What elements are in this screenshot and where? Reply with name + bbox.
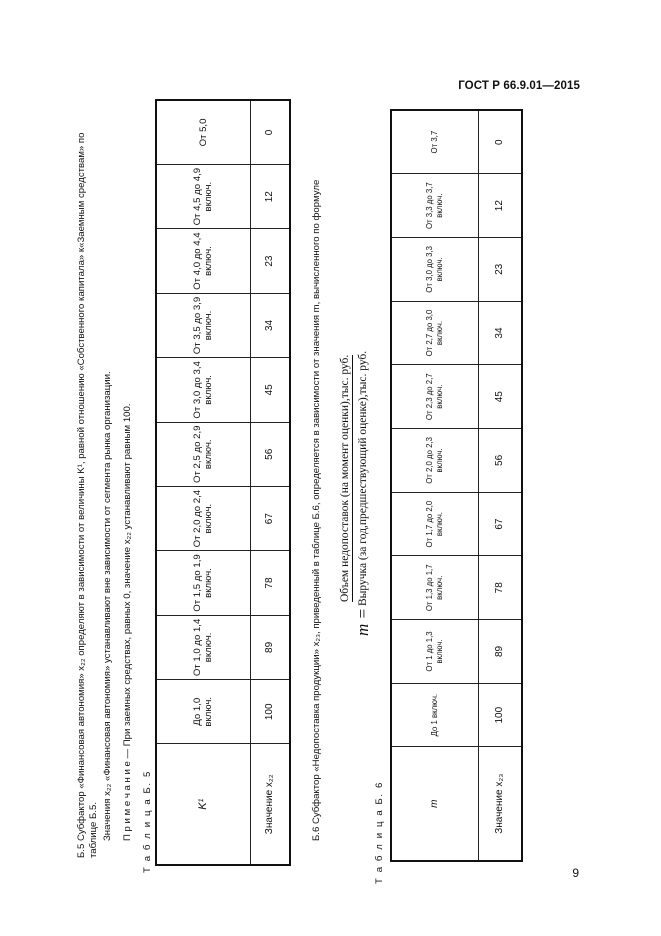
- table-b6-range: От 1,7 до 2,0 включ.: [391, 492, 478, 556]
- table-b6-value: 56: [478, 429, 522, 493]
- table-b5-range: От 2,0 до 2,4 включ.: [156, 486, 250, 550]
- table-b5-range: От 1,5 до 1,9 включ.: [156, 551, 250, 615]
- table-b6-range: От 1,3 до 1,7 включ.: [391, 556, 478, 620]
- table-b5-value: 78: [250, 551, 290, 615]
- table-b6-range: От 2,0 до 2,3 включ.: [391, 429, 478, 493]
- table-b5: [155, 99, 291, 866]
- table-b5-range: От 3,0 до 3,4 включ.: [156, 358, 250, 422]
- table-b6-value: 78: [478, 556, 522, 620]
- table-b6-range: От 2,3 до 2,7 включ.: [391, 365, 478, 429]
- table-b6-range: До 1 включ.: [391, 683, 478, 747]
- table-b6-range-row: [391, 110, 478, 861]
- table-b5-value: 100: [250, 680, 290, 744]
- formula-denominator: Выручка (за год,предшествующий оценке),тыс. руб.: [357, 350, 369, 606]
- table-b6-value-label: Значение x₂₃: [478, 747, 522, 861]
- standard-number: ГОСТ Р 66.9.01—2015: [458, 80, 580, 92]
- table-b5-caption: Т а б л и ц а Б. 5: [142, 770, 153, 873]
- table-b6-value-row: [478, 110, 522, 861]
- table-b5-value: 12: [250, 164, 290, 228]
- table-b5-range: От 5,0: [156, 100, 250, 164]
- para-b6-line1: Б.6 Субфактор «Недопоставка продукции» x₂₃, приведенный в таблице Б.6, определяется в зависимости от значения m, вычисленного по формуле: [311, 179, 322, 841]
- formula-numerator: Объем недопоставок (на момент оценки),тыс. руб.: [339, 354, 351, 602]
- table-b5-range: От 4,5 до 4,9 включ.: [156, 164, 250, 228]
- table-b6-value: 0: [478, 110, 522, 174]
- table-b6-value: 67: [478, 492, 522, 556]
- table-b6-value: 23: [478, 238, 522, 302]
- table-b6-range: От 3,3 до 3,7 включ.: [391, 174, 478, 238]
- para-b5-line1: Б.5 Субфактор «Финансовая автономия» x₂₂ определяют в зависимости от величины K¹, равной отношению «Собственного капитала» к«Заемным средствам» по: [76, 132, 87, 858]
- table-b6-row-label: m: [391, 747, 478, 861]
- table-b6-range: От 1 до 1,3 включ.: [391, 620, 478, 684]
- table-b5-value-label: Значение x₂₂: [250, 744, 290, 865]
- formula: [335, 316, 383, 636]
- table-b5-value: 0: [250, 100, 290, 164]
- para-b5-line3: Значения x₂₂ «Финансовая автономия» устанавливают вне зависимости от сегмента рынка организации.: [102, 371, 113, 841]
- table-b5-value: 56: [250, 422, 290, 486]
- table-b6-caption: Т а б л и ц а Б. 6: [374, 781, 385, 884]
- table-b6: [390, 109, 523, 862]
- table-b6-range: От 3,7: [391, 110, 478, 174]
- table-b5-range: От 2,5 до 2,9 включ.: [156, 422, 250, 486]
- para-b5-note: П р и м е ч а н и е — При заемных средствах, равных 0, значение x₂₂ устанавливают равным 100.: [122, 403, 133, 841]
- table-b6-value: 12: [478, 174, 522, 238]
- table-b5-value: 34: [250, 293, 290, 357]
- table-b5-range-row: [156, 100, 250, 865]
- table-b5-value: 23: [250, 229, 290, 293]
- table-b5-value-row: [250, 100, 290, 865]
- table-b5-range: До 1,0 включ.: [156, 680, 250, 744]
- table-b5-range: От 1,0 до 1,4 включ.: [156, 615, 250, 679]
- table-b6-value: 89: [478, 620, 522, 684]
- table-b5-value: 45: [250, 358, 290, 422]
- table-b6-value: 45: [478, 365, 522, 429]
- table-b6-value: 34: [478, 301, 522, 365]
- table-b5-range: От 3,5 до 3,9 включ.: [156, 293, 250, 357]
- table-b6-range: От 3,0 до 3,3 включ.: [391, 238, 478, 302]
- table-b6-value: 100: [478, 683, 522, 747]
- table-b5-row-label: K¹: [156, 744, 250, 865]
- table-b5-range: От 4,0 до 4,4 включ.: [156, 229, 250, 293]
- table-b6-range: От 2,7 до 3,0 включ.: [391, 301, 478, 365]
- table-b5-value: 89: [250, 615, 290, 679]
- formula-lhs: m =: [353, 608, 372, 636]
- table-b5-value: 67: [250, 486, 290, 550]
- para-b5-line2: таблице Б.5.: [88, 802, 99, 858]
- page-number: 9: [572, 866, 579, 880]
